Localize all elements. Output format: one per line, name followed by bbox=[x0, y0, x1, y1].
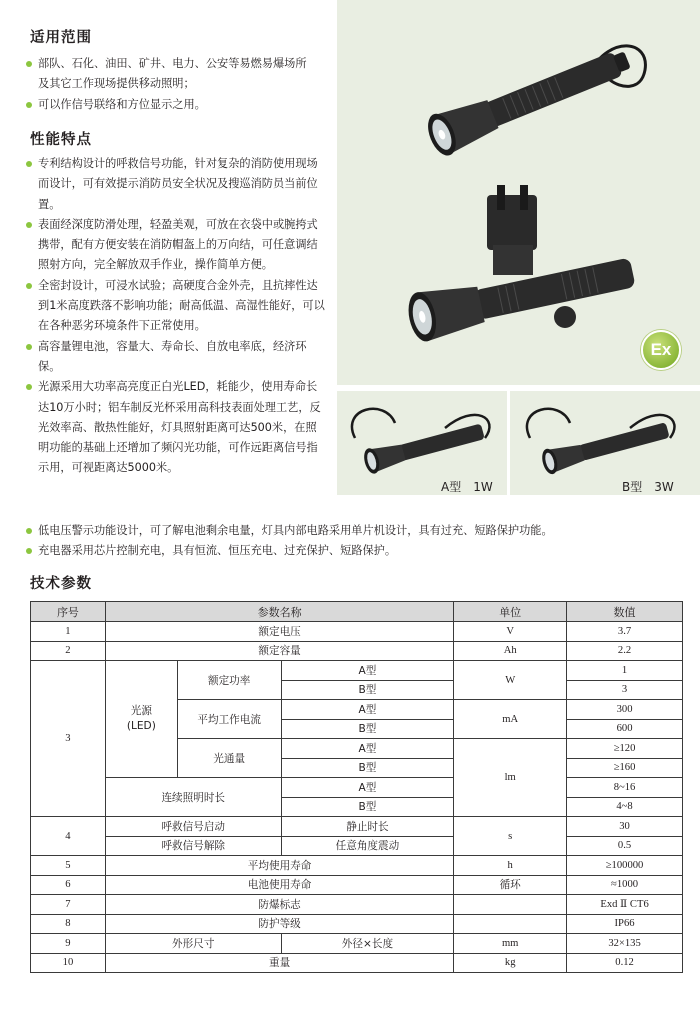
cell-no: 9 bbox=[31, 934, 106, 954]
scope-heading: 适用范围 bbox=[30, 30, 92, 46]
spec-heading: 技术参数 bbox=[30, 576, 92, 592]
table-row bbox=[31, 778, 683, 798]
cell-type: A型 bbox=[281, 661, 454, 681]
cell-param: 呼救信号解除 bbox=[105, 836, 281, 856]
cell-value: 300 bbox=[567, 700, 683, 720]
features-heading: 性能特点 bbox=[30, 132, 92, 148]
cell-no: 1 bbox=[31, 622, 106, 642]
cell-unit: 循环 bbox=[454, 875, 567, 895]
cell-value: 4~8 bbox=[567, 797, 683, 817]
cell-type: B型 bbox=[281, 758, 454, 778]
cell-value: 1 bbox=[567, 661, 683, 681]
cell-param: 重量 bbox=[105, 953, 453, 973]
table-row bbox=[31, 661, 683, 681]
cell-param: 额定容量 bbox=[105, 641, 453, 661]
flashlight-with-helmet-mount-image bbox=[405, 185, 650, 350]
cell-param: 连续照明时长 bbox=[105, 778, 281, 817]
cell-no: 5 bbox=[31, 856, 106, 876]
cell-param: 防护等级 bbox=[105, 914, 453, 934]
bullet-icon bbox=[26, 528, 32, 534]
scope-item: 可以作信号联络和方位显示之用。 bbox=[26, 95, 316, 115]
table-row bbox=[31, 934, 683, 954]
cell-no: 6 bbox=[31, 875, 106, 895]
cell-value: 0.12 bbox=[567, 953, 683, 973]
cell-type: B型 bbox=[281, 680, 454, 700]
cell-type: B型 bbox=[281, 797, 454, 817]
feature-item: 专利结构设计的呼救信号功能，针对复杂的消防使用现场而设计，可有效提示消防员安全状况及搜巡消防员当前位置。 bbox=[26, 154, 326, 215]
feature-item: 低电压警示功能设计，可了解电池剩余电量，灯具内部电路采用单片机设计，具有过充、短路保护功能。 bbox=[26, 521, 686, 541]
cell-param: 外形尺寸 bbox=[105, 934, 281, 954]
header-value: 数值 bbox=[567, 602, 683, 622]
type-a-caption: A型 1W bbox=[441, 480, 493, 494]
table-row bbox=[31, 953, 683, 973]
bullet-icon bbox=[26, 548, 32, 554]
bullet-icon bbox=[26, 222, 32, 228]
feature-item: 全密封设计，可浸水试验；高硬度合金外壳，且抗摔性达到1米高度跌落不影响功能；耐高低温、高湿性能好，可以在各种恶劣环境条件下正常使用。 bbox=[26, 276, 326, 337]
cell-group: 光源 (LED) bbox=[105, 661, 177, 778]
table-row bbox=[31, 856, 683, 876]
cell-no: 7 bbox=[31, 895, 106, 915]
cell-value: 3 bbox=[567, 680, 683, 700]
header-param: 参数名称 bbox=[105, 602, 453, 622]
cell-value: 30 bbox=[567, 817, 683, 837]
cell-no: 3 bbox=[31, 661, 106, 817]
cell-unit: lm bbox=[454, 739, 567, 817]
cell-unit: kg bbox=[454, 953, 567, 973]
cell-unit: mm bbox=[454, 934, 567, 954]
table-row bbox=[31, 641, 683, 661]
cell-no: 8 bbox=[31, 914, 106, 934]
type-a-flashlight-image bbox=[345, 398, 500, 478]
cell-unit: s bbox=[454, 817, 567, 856]
cell-value: ≈1000 bbox=[567, 875, 683, 895]
feature-item: 光源采用大功率高亮度正白光LED，耗能少，使用寿命长达10万小时；铝车制反光杯采用高科技表面处理工艺，反光效率高、散热性能好，灯具照射距离可达500米，在照明功能的基础上还增加了频闪光功能，可作远距离信号指示用，可视距离达5000米。 bbox=[26, 377, 326, 478]
bullet-icon bbox=[26, 384, 32, 390]
cell-condition: 静止时长 bbox=[281, 817, 454, 837]
features-wide-list bbox=[26, 521, 686, 562]
scope-item: 部队、石化、油田、矿井、电力、公安等易燃易爆场所及其它工作现场提供移动照明； bbox=[26, 54, 316, 95]
feature-item: 充电器采用芯片控制充电，具有恒流、恒压充电、过充保护、短路保护。 bbox=[26, 541, 686, 561]
cell-value: 2.2 bbox=[567, 641, 683, 661]
cell-type: A型 bbox=[281, 739, 454, 759]
cell-condition: 任意角度震动 bbox=[281, 836, 454, 856]
cell-unit bbox=[454, 895, 567, 915]
table-row bbox=[31, 817, 683, 837]
cell-unit: h bbox=[454, 856, 567, 876]
cell-no: 2 bbox=[31, 641, 106, 661]
cell-unit: W bbox=[454, 661, 567, 700]
cell-type: A型 bbox=[281, 778, 454, 798]
cell-param: 额定功率 bbox=[177, 661, 281, 700]
cell-unit: V bbox=[454, 622, 567, 642]
cell-unit: Ah bbox=[454, 641, 567, 661]
cell-value: 32×135 bbox=[567, 934, 683, 954]
type-b-flashlight-image bbox=[520, 398, 690, 478]
bullet-icon bbox=[26, 344, 32, 350]
bullet-icon bbox=[26, 102, 32, 108]
cell-param: 电池使用寿命 bbox=[105, 875, 453, 895]
cell-condition: 外径×长度 bbox=[281, 934, 454, 954]
cell-value: 3.7 bbox=[567, 622, 683, 642]
table-row bbox=[31, 895, 683, 915]
cell-value: IP66 bbox=[567, 914, 683, 934]
cell-no: 4 bbox=[31, 817, 106, 856]
table-header-row bbox=[31, 602, 683, 622]
feature-item: 表面经深度防滑处理，轻盈美观，可放在衣袋中或腕挎式携带，配有方便安装在消防帽盔上的万向结，可任意调结照射方向，完全解放双手作业，操作简单方便。 bbox=[26, 215, 326, 276]
table-row bbox=[31, 836, 683, 856]
bullet-icon bbox=[26, 161, 32, 167]
header-unit: 单位 bbox=[454, 602, 567, 622]
cell-value: ≥100000 bbox=[567, 856, 683, 876]
feature-item: 高容量锂电池，容量大、寿命长、自放电率底，经济环保。 bbox=[26, 337, 326, 378]
cell-param: 额定电压 bbox=[105, 622, 453, 642]
table-row bbox=[31, 875, 683, 895]
cell-unit: mA bbox=[454, 700, 567, 739]
cell-param: 平均工作电流 bbox=[177, 700, 281, 739]
flashlight-with-lanyard-image bbox=[395, 30, 665, 160]
table-row bbox=[31, 914, 683, 934]
cell-no: 10 bbox=[31, 953, 106, 973]
cell-type: A型 bbox=[281, 700, 454, 720]
header-no: 序号 bbox=[31, 602, 106, 622]
cell-param: 防爆标志 bbox=[105, 895, 453, 915]
cell-param: 平均使用寿命 bbox=[105, 856, 453, 876]
table-row bbox=[31, 622, 683, 642]
bullet-icon bbox=[26, 61, 32, 67]
scope-list bbox=[26, 54, 316, 115]
cell-value: Exd Ⅱ CT6 bbox=[567, 895, 683, 915]
cell-param: 光通量 bbox=[177, 739, 281, 778]
cell-value: 0.5 bbox=[567, 836, 683, 856]
cell-type: B型 bbox=[281, 719, 454, 739]
cell-value: 8~16 bbox=[567, 778, 683, 798]
type-b-caption: B型 3W bbox=[622, 480, 674, 494]
cell-value: 600 bbox=[567, 719, 683, 739]
cell-value: ≥120 bbox=[567, 739, 683, 759]
cell-unit bbox=[454, 914, 567, 934]
spec-table bbox=[30, 601, 683, 973]
bullet-icon bbox=[26, 283, 32, 289]
ex-explosion-proof-badge: Ex bbox=[641, 330, 681, 370]
cell-value: ≥160 bbox=[567, 758, 683, 778]
features-list bbox=[26, 154, 326, 479]
cell-param: 呼救信号启动 bbox=[105, 817, 281, 837]
